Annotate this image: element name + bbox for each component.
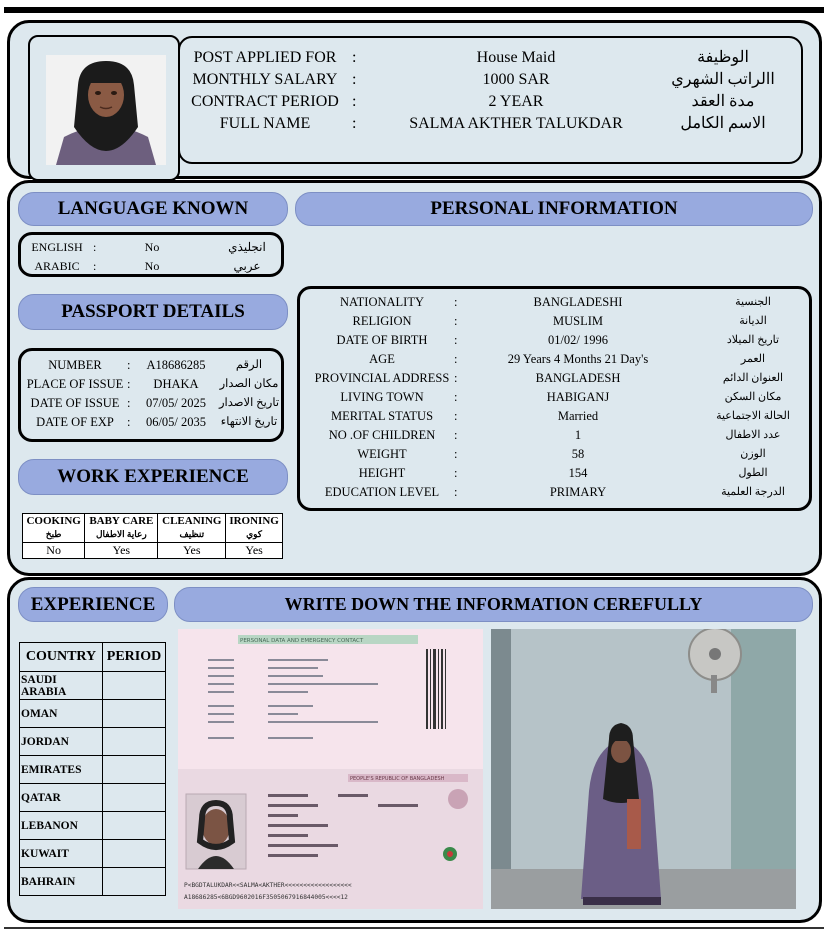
header-label: POST APPLIED FOR bbox=[193, 49, 337, 66]
personal-info-colon: : bbox=[454, 409, 458, 423]
personal-info-arabic-label: مكان السكن bbox=[724, 391, 782, 403]
country-row bbox=[20, 672, 166, 700]
country-name: EMIRATES bbox=[20, 756, 103, 784]
work-skill-value: Yes bbox=[226, 543, 283, 559]
country-name: JORDAN bbox=[20, 728, 103, 756]
header-colon: : bbox=[352, 93, 357, 110]
language-arabic-label: انجليذي bbox=[228, 240, 266, 254]
personal-info-row bbox=[308, 445, 808, 464]
header-colon: : bbox=[352, 71, 357, 88]
work-skill-ar: رعاية الاطفال bbox=[96, 529, 147, 539]
country-row bbox=[20, 812, 166, 840]
work-skill-en: BABY CARE bbox=[89, 515, 154, 527]
country-name: SAUDI ARABIA bbox=[20, 672, 103, 700]
header-value: 1000 SAR bbox=[482, 71, 550, 88]
personal-info-label: HEIGHT bbox=[358, 466, 406, 480]
personal-info-value: 58 bbox=[571, 447, 585, 461]
personal-information-title: PERSONAL INFORMATION bbox=[295, 192, 813, 226]
mrz-line-1: P<BGDTALUKDAR<<SALMA<AKTHER<<<<<<<<<<<<<<<<<< bbox=[184, 882, 352, 889]
personal-info-arabic-label: الحالة الاجتماعية bbox=[716, 410, 790, 422]
personal-info-value: Married bbox=[557, 409, 599, 423]
scan-country-title: PEOPLE'S REPUBLIC OF BANGLADESH bbox=[350, 776, 445, 782]
passport-value: 07/05/ 2025 bbox=[145, 396, 207, 410]
personal-info-arabic-label: الوزن bbox=[740, 448, 766, 460]
language-box bbox=[18, 232, 284, 277]
passport-value: 06/05/ 2035 bbox=[145, 415, 207, 429]
country-name: LEBANON bbox=[20, 812, 103, 840]
country-row bbox=[20, 784, 166, 812]
personal-info-value: BANGLADESH bbox=[535, 371, 621, 385]
passport-row bbox=[25, 356, 281, 375]
country-period bbox=[103, 700, 166, 728]
header-row bbox=[190, 91, 790, 113]
work-skill-en: COOKING bbox=[26, 515, 81, 527]
country-name: BAHRAIN bbox=[20, 868, 103, 896]
country-row bbox=[20, 700, 166, 728]
passport-colon: : bbox=[127, 396, 131, 410]
language-row bbox=[27, 238, 277, 256]
personal-info-box bbox=[297, 286, 812, 511]
personal-info-row bbox=[308, 426, 808, 445]
personal-info-colon: : bbox=[454, 447, 458, 461]
personal-info-arabic-label: الدرجة العلمية bbox=[721, 486, 785, 498]
personal-info-value: 1 bbox=[574, 428, 582, 442]
personal-info-colon: : bbox=[454, 371, 458, 385]
country-name: OMAN bbox=[20, 700, 103, 728]
personal-info-colon: : bbox=[454, 485, 458, 499]
country-column-header: COUNTRY bbox=[20, 643, 103, 672]
passport-arabic-label: مكان الصدار bbox=[219, 378, 279, 390]
personal-info-arabic-label: عدد الاطفال bbox=[725, 429, 781, 441]
candidate-photo bbox=[46, 55, 166, 165]
passport-arabic-label: الرقم bbox=[235, 359, 263, 371]
language-known-title: LANGUAGE KNOWN bbox=[18, 192, 288, 226]
personal-info-row bbox=[308, 350, 808, 369]
country-period bbox=[103, 812, 166, 840]
country-period bbox=[103, 728, 166, 756]
header-label: CONTRACT PERIOD bbox=[191, 93, 339, 110]
language-arabic-label: عربي bbox=[233, 259, 261, 273]
country-row bbox=[20, 728, 166, 756]
work-skill-ar: طبخ bbox=[45, 529, 62, 539]
header-value: 2 YEAR bbox=[488, 93, 544, 110]
country-period bbox=[103, 756, 166, 784]
top-rule bbox=[4, 7, 824, 13]
header-arabic-label: الوظيفة bbox=[697, 49, 749, 66]
passport-label: DATE OF EXP bbox=[36, 415, 114, 429]
personal-info-arabic-label: الديانة bbox=[739, 315, 767, 327]
passport-details-title: PASSPORT DETAILS bbox=[18, 294, 288, 330]
work-skill-en: CLEANING bbox=[162, 515, 222, 527]
personal-info-value: MUSLIM bbox=[552, 314, 603, 328]
scan-section-title: PERSONAL DATA AND EMERGENCY CONTACT bbox=[240, 638, 364, 644]
personal-info-arabic-label: الجنسية bbox=[735, 296, 771, 308]
personal-info-row bbox=[308, 464, 808, 483]
passport-value: A18686285 bbox=[146, 358, 206, 372]
language-label: ENGLISH bbox=[31, 240, 83, 254]
personal-info-colon: : bbox=[454, 428, 458, 442]
personal-info-arabic-label: تاريخ الميلاد bbox=[726, 334, 780, 346]
header-colon: : bbox=[352, 49, 357, 66]
passport-row bbox=[25, 394, 281, 413]
personal-info-row bbox=[308, 388, 808, 407]
header-value: SALMA AKTHER TALUKDAR bbox=[409, 115, 623, 132]
personal-info-value: 01/02/ 1996 bbox=[547, 333, 609, 347]
country-period bbox=[103, 868, 166, 896]
personal-info-colon: : bbox=[454, 333, 458, 347]
language-colon: : bbox=[93, 240, 97, 254]
work-skill-header bbox=[23, 514, 85, 543]
personal-info-label: NO .OF CHILDREN bbox=[328, 428, 436, 442]
work-experience-table bbox=[22, 513, 283, 559]
passport-colon: : bbox=[127, 415, 131, 429]
personal-info-label: DATE OF BIRTH bbox=[336, 333, 428, 347]
language-label: ARABIC bbox=[34, 259, 80, 273]
personal-info-arabic-label: العمر bbox=[740, 353, 766, 365]
personal-info-value: BANGLADESHI bbox=[533, 295, 623, 309]
header-row bbox=[190, 69, 790, 91]
personal-info-row bbox=[308, 331, 808, 350]
personal-info-colon: : bbox=[454, 314, 458, 328]
header-colon: : bbox=[352, 115, 357, 132]
country-experience-table bbox=[19, 642, 166, 896]
passport-box bbox=[18, 348, 284, 442]
mrz-line-2: A18686285<6BGD9602016F3505067916844005<<<<12 bbox=[184, 894, 348, 901]
passport-colon: : bbox=[127, 358, 131, 372]
personal-info-label: MERITAL STATUS bbox=[330, 409, 434, 423]
personal-info-row bbox=[308, 293, 808, 312]
personal-info-label: PROVINCIAL ADDRESS bbox=[314, 371, 450, 385]
country-period bbox=[103, 784, 166, 812]
full-body-photo-illustration bbox=[491, 629, 796, 909]
passport-arabic-label: تاريخ الانتهاء bbox=[220, 416, 278, 428]
country-name: QATAR bbox=[20, 784, 103, 812]
country-row bbox=[20, 840, 166, 868]
work-skill-en: IRONING bbox=[229, 515, 279, 527]
period-column-header: PERIOD bbox=[103, 643, 166, 672]
personal-info-colon: : bbox=[454, 352, 458, 366]
country-name: KUWAIT bbox=[20, 840, 103, 868]
work-skill-header bbox=[85, 514, 158, 543]
header-arabic-label: مدة العقد bbox=[691, 93, 755, 110]
passport-label: NUMBER bbox=[48, 358, 102, 372]
passport-value: DHAKA bbox=[153, 377, 199, 391]
header-label: MONTHLY SALARY bbox=[192, 71, 338, 88]
personal-info-value: 29 Years 4 Months 21 Day's bbox=[507, 352, 649, 366]
candidate-portrait-illustration bbox=[46, 55, 166, 165]
header-row bbox=[190, 47, 790, 69]
full-body-photo bbox=[491, 629, 796, 909]
personal-info-row bbox=[308, 483, 808, 502]
personal-info-label: LIVING TOWN bbox=[340, 390, 424, 404]
header-row bbox=[190, 113, 790, 135]
personal-info-colon: : bbox=[454, 295, 458, 309]
work-skill-value: Yes bbox=[85, 543, 158, 559]
work-skill-ar: كوي bbox=[246, 529, 263, 539]
personal-info-row bbox=[308, 312, 808, 331]
header-arabic-label: الاسم الكامل bbox=[680, 115, 766, 132]
language-colon: : bbox=[93, 259, 97, 273]
header-section bbox=[7, 20, 822, 179]
work-skill-value: Yes bbox=[158, 543, 226, 559]
passport-colon: : bbox=[127, 377, 131, 391]
candidate-photo-frame bbox=[28, 35, 180, 181]
personal-info-row bbox=[308, 369, 808, 388]
personal-info-label: EDUCATION LEVEL bbox=[324, 485, 440, 499]
country-period bbox=[103, 672, 166, 700]
personal-info-label: AGE bbox=[369, 352, 395, 366]
header-info-box bbox=[178, 36, 803, 164]
personal-info-row bbox=[308, 407, 808, 426]
passport-label: DATE OF ISSUE bbox=[30, 396, 120, 410]
country-row bbox=[20, 756, 166, 784]
header-value: House Maid bbox=[476, 49, 556, 66]
passport-row bbox=[25, 375, 281, 394]
personal-info-value: 154 bbox=[568, 466, 588, 480]
work-experience-title: WORK EXPERIENCE bbox=[18, 459, 288, 495]
language-value: No bbox=[144, 240, 160, 254]
work-skill-value: No bbox=[23, 543, 85, 559]
work-skill-header bbox=[226, 514, 283, 543]
country-row bbox=[20, 868, 166, 896]
personal-info-colon: : bbox=[454, 390, 458, 404]
passport-row bbox=[25, 413, 281, 432]
passport-scan-image bbox=[178, 629, 483, 909]
passport-label: PLACE OF ISSUE bbox=[26, 377, 124, 391]
passport-scan-illustration bbox=[178, 629, 483, 909]
passport-arabic-label: تاريخ الاصدار bbox=[218, 397, 280, 409]
header-arabic-label: االراتب الشهري bbox=[671, 71, 775, 88]
country-period bbox=[103, 840, 166, 868]
personal-info-arabic-label: الطول bbox=[738, 467, 768, 479]
header-label: FULL NAME bbox=[219, 115, 311, 132]
personal-info-arabic-label: العنوان الدائم bbox=[722, 372, 784, 384]
personal-info-value: PRIMARY bbox=[549, 485, 607, 499]
personal-info-label: WEIGHT bbox=[357, 447, 407, 461]
personal-info-colon: : bbox=[454, 466, 458, 480]
personal-info-label: RELIGION bbox=[352, 314, 412, 328]
experience-title: EXPERIENCE bbox=[18, 587, 168, 622]
personal-info-value: HABIGANJ bbox=[546, 390, 610, 404]
language-value: No bbox=[144, 259, 160, 273]
personal-info-label: NATIONALITY bbox=[339, 295, 424, 309]
write-info-banner: WRITE DOWN THE INFORMATION CEREFULLY bbox=[174, 587, 813, 622]
work-skill-ar: تنظيف bbox=[179, 529, 205, 539]
bottom-rule bbox=[4, 927, 824, 929]
work-skill-header bbox=[158, 514, 226, 543]
language-row bbox=[27, 257, 277, 275]
